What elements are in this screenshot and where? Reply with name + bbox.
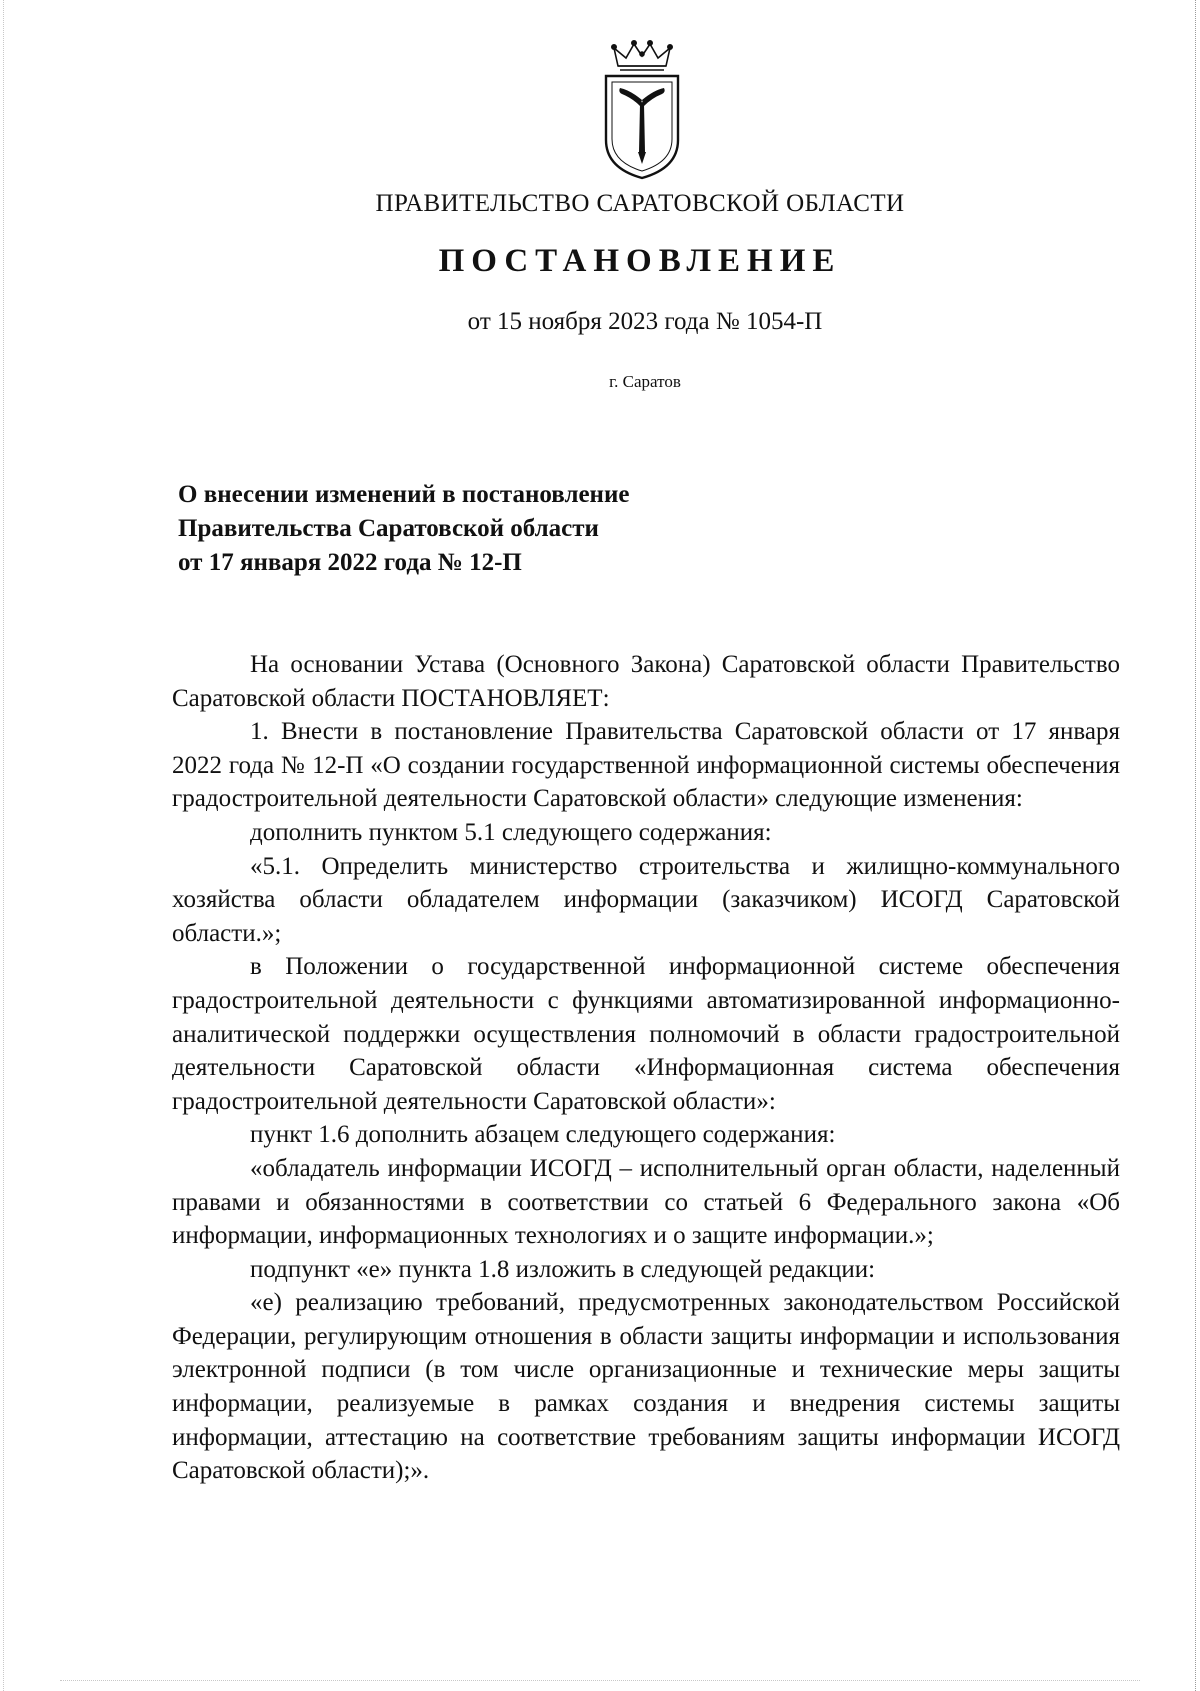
title-line: от 17 января 2022 года № 12-П	[178, 549, 522, 576]
title-line: Правительства Саратовской области	[178, 515, 599, 542]
body-paragraph: пункт 1.6 дополнить абзацем следующего содержания:	[250, 1121, 836, 1149]
body-paragraph: «обладатель информации ИСОГД – исполнительный орган области, наделенный правами и обязанностями в соответствии со статьей 6 Федерального закона «Об информации, информационных технологиях и о защите информации.»;	[172, 1154, 1120, 1250]
body-paragraph: 1. Внести в постановление Правительства Саратовской области от 17 января 2022 года № 12-П «О создании государственной информационной системы обеспечения градостроительной деятельности Саратовской области» следующие изменения:	[172, 718, 1120, 813]
body-paragraph: «е) реализацию требований, предусмотренных законодательством Российской Федерации, регулирующим отношения в области защиты информации и использования электронной подписи (в том числе организационные и технические меры защиты информации, реализуемые в рамках создания и внедрения системы защиты информации, аттестацию на соответствие требованиям защиты информации ИСОГД Саратовской области);».	[172, 1289, 1120, 1485]
body-paragraph: «5.1. Определить министерство строительства и жилищно-коммунального хозяйства области обладателем информации (заказчиком) ИСОГД Саратовской области.»;	[172, 852, 1120, 947]
body-paragraph: подпункт «е» пункта 1.8 изложить в следующей редакции:	[250, 1255, 876, 1283]
government-name: ПРАВИТЕЛЬСТВО САРАТОВСКОЙ ОБЛАСТИ	[375, 190, 905, 217]
document-type: ПОСТАНОВЛЕНИЕ	[438, 243, 842, 279]
body-paragraph: дополнить пунктом 5.1 следующего содержания:	[250, 818, 772, 846]
document-body	[172, 648, 1120, 1488]
document-title	[178, 478, 738, 580]
document-city: г. Саратов	[609, 372, 681, 391]
body-paragraph: На основании Устава (Основного Закона) Саратовской области Правительство Саратовской области ПОСТАНОВЛЯЕТ:	[172, 651, 1120, 712]
scan-edge-bottom	[60, 1679, 1140, 1681]
document-date-number: от 15 ноября 2023 года № 1054-П	[467, 308, 823, 335]
body-paragraph: в Положении о государственной информационной системе обеспечения градостроительной деятельности с функциями автоматизированной информационно-аналитической поддержки осуществления полномочий в области градостроительной деятельности Саратовской области «Информационная система обеспечения градостроительной деятельности Саратовской области»:	[172, 953, 1120, 1115]
title-line: О внесении изменений в постановление	[178, 481, 630, 508]
saratov-oblast-coat-of-arms-icon	[596, 40, 688, 180]
